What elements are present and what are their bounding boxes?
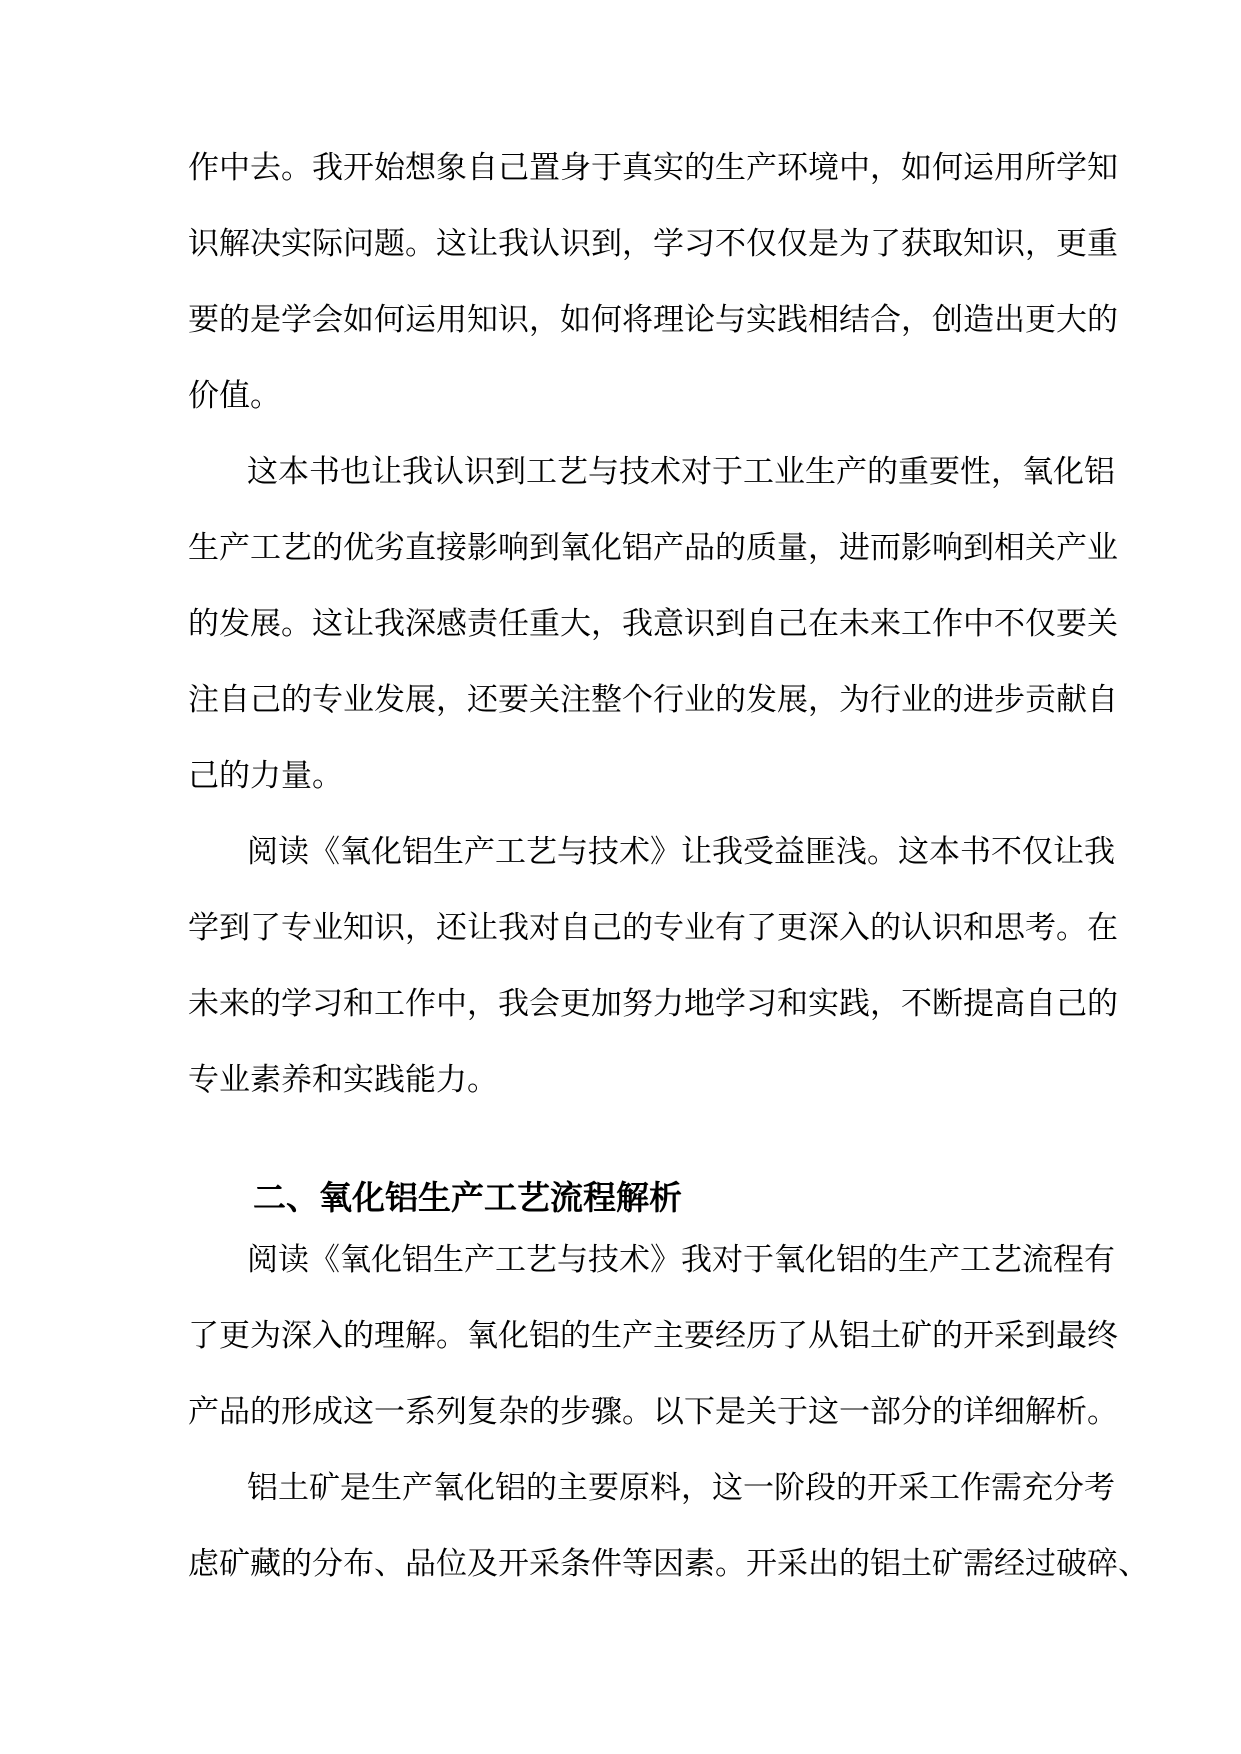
text-line: 阅读《氧化铝生产工艺与技术》让我受益匪浅。这本书不仅让我: [247, 834, 1115, 870]
text-line: 虑矿藏的分布、品位及开采条件等因素。开采出的铝土矿需经过破碎、: [188, 1546, 1149, 1582]
paragraph: [188, 444, 1118, 824]
text-line: 价值。: [188, 378, 281, 414]
text-line: 作中去。我开始想象自己置身于真实的生产环境中，如何运用所学知: [188, 150, 1118, 186]
text-line: 要的是学会如何运用知识，如何将理论与实践相结合，创造出更大的: [188, 302, 1118, 338]
text-line: 了更为深入的理解。氧化铝的生产主要经历了从铝土矿的开采到最终: [188, 1318, 1118, 1354]
text-line: 的发展。这让我深感责任重大，我意识到自己在未来工作中不仅要关: [188, 606, 1118, 642]
text-line: 这本书也让我认识到工艺与技术对于工业生产的重要性，氧化铝: [247, 454, 1115, 490]
text-line: 阅读《氧化铝生产工艺与技术》我对于氧化铝的生产工艺流程有: [247, 1242, 1115, 1278]
text-line: 学到了专业知识，还让我对自己的专业有了更深入的认识和思考。在: [188, 910, 1118, 946]
text-line: 未来的学习和工作中，我会更加努力地学习和实践，不断提高自己的: [188, 986, 1118, 1022]
text-line: 识解决实际问题。这让我认识到，学习不仅仅是为了获取知识，更重: [188, 226, 1118, 262]
paragraph: [188, 1460, 1149, 1612]
paragraph: [188, 824, 1118, 1128]
text-line: 己的力量。: [188, 758, 343, 794]
section-heading: 二、氧化铝生产工艺流程解析: [253, 1178, 682, 1217]
text-line: 生产工艺的优劣直接影响到氧化铝产品的质量，进而影响到相关产业: [188, 530, 1118, 566]
text-line: 产品的形成这一系列复杂的步骤。以下是关于这一部分的详细解析。: [188, 1394, 1118, 1430]
document-body: [188, 140, 1149, 1612]
text-line: 注自己的专业发展，还要关注整个行业的发展，为行业的进步贡献自: [188, 682, 1118, 718]
text-line: 铝土矿是生产氧化铝的主要原料，这一阶段的开采工作需充分考: [247, 1470, 1115, 1506]
paragraph: [188, 1232, 1118, 1460]
paragraph: [188, 140, 1118, 444]
text-line: 专业素养和实践能力。: [188, 1062, 498, 1098]
